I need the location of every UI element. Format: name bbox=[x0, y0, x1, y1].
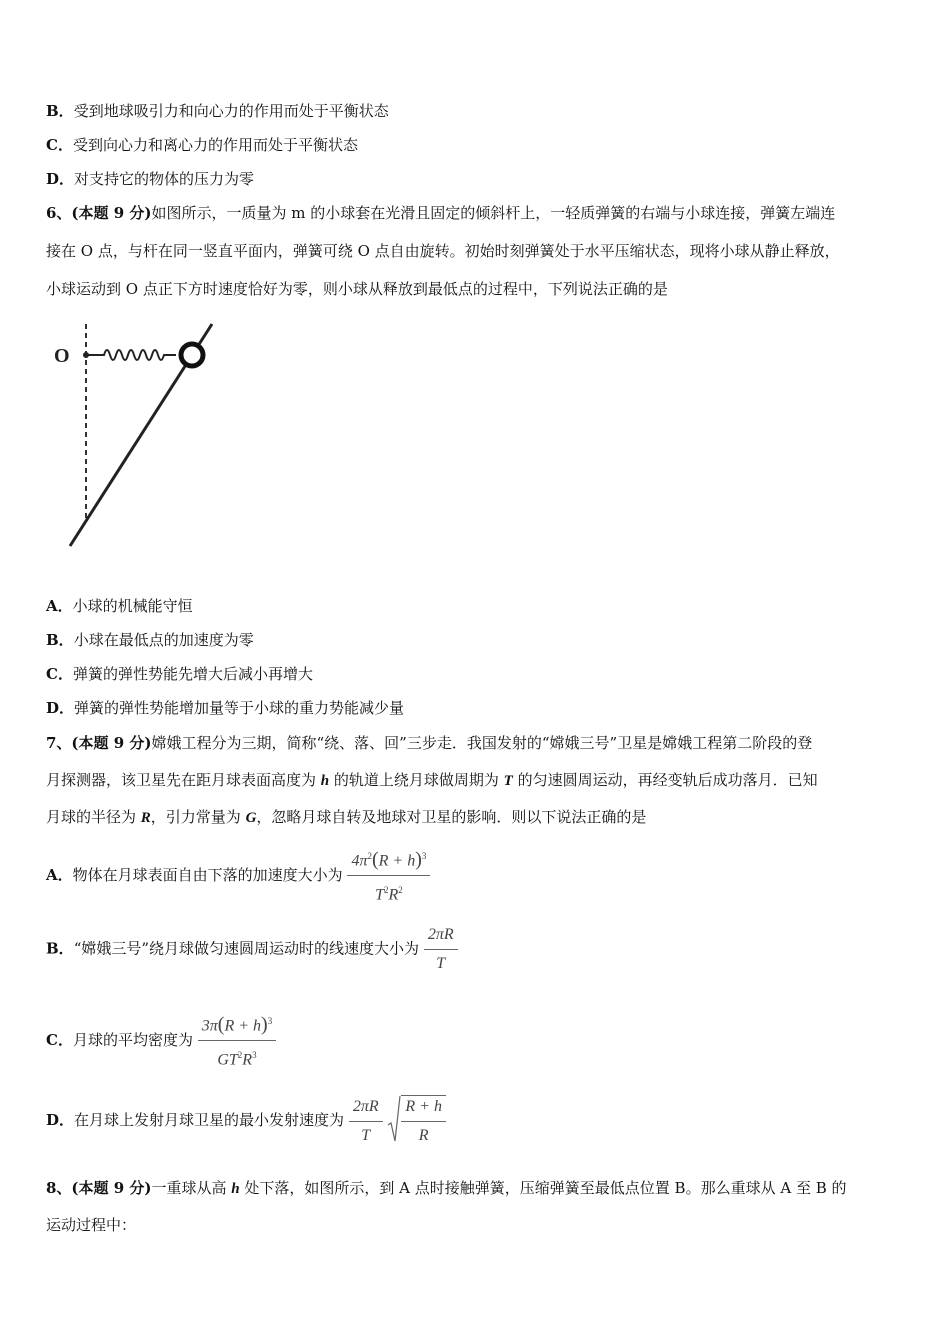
ball bbox=[181, 344, 203, 366]
q7-option-b: B．“嫦娥三号”绕月球做匀速圆周运动时的线速度大小为 $\frac{2\pi R}{T}$ bbox=[46, 924, 458, 975]
q5-option-c: C．受到向心力和离心力的作用而处于平衡状态 bbox=[46, 136, 358, 154]
q5-option-d: D．对支持它的物体的压力为零 bbox=[46, 170, 255, 188]
point-o-label: O bbox=[54, 345, 70, 367]
formula-d-fraction: $\frac{2\pi R}{T}$ bbox=[349, 1096, 383, 1147]
q5-option-b: B．受到地球吸引力和向心力的作用而处于平衡状态 bbox=[46, 102, 389, 120]
q6-option-d: D．弹簧的弹性势能增加量等于小球的重力势能减少量 bbox=[46, 699, 405, 717]
spring-rod-figure bbox=[46, 318, 226, 553]
q8-stem-line-2: 运动过程中： bbox=[46, 1216, 137, 1234]
formula-b: $\frac{2\pi R}{T}$ bbox=[424, 924, 458, 975]
q6-stem-line-2: 接在 O 点，与杆在同一竖直平面内，弹簧可绕 O 点自由旋转。初始时刻弹簧处于水平压缩状态，现将小球从静止释放， bbox=[46, 242, 840, 260]
q7-option-d: D．在月球上发射月球卫星的最小发射速度为 $\frac{2\pi R}{T}$ $\frac{R + h}{R}$ bbox=[46, 1095, 446, 1147]
q6-stem-line-1: 6、(本题 9 分)如图所示，一质量为 m 的小球套在光滑且固定的倾斜杆上，一轻质弹簧的右端与小球连接，弹簧左端连 bbox=[46, 204, 836, 222]
spring bbox=[86, 350, 176, 360]
q7-stem-line-1: 7、(本题 9 分)嫦娥工程分为三期，简称“绕、落、回”三步走．我国发射的“嫦娥三号”卫星是嫦娥工程第二阶段的登 bbox=[46, 734, 813, 752]
radical-sign-icon bbox=[387, 1095, 401, 1143]
q7-stem-line-2: 月探测器，该卫星先在距月球表面高度为 h 的轨道上绕月球做周期为 T 的匀速圆周运动，再经变轨后成功落月．已知 bbox=[46, 771, 818, 789]
q6-stem-line-3: 小球运动到 O 点正下方时速度恰好为零，则小球从释放到最低点的过程中，下列说法正确的是 bbox=[46, 280, 668, 298]
q7-option-a: A．物体在月球表面自由下落的加速度大小为 $\frac{4\pi^2(R + h)^3}{T^2R^2}$ bbox=[46, 845, 430, 907]
q6-option-b: B．小球在最低点的加速度为零 bbox=[46, 631, 254, 649]
q7-option-c: C．月球的平均密度为 $\frac{3\pi(R + h)^3}{GT^2R^3}$ bbox=[46, 1010, 276, 1072]
q7-stem-line-3: 月球的半径为 R，引力常量为 G，忽略月球自转及地球对卫星的影响．则以下说法正确的是 bbox=[46, 808, 647, 826]
formula-c: $\frac{3\pi(R + h)^3}{GT^2R^3}$ bbox=[198, 1010, 276, 1072]
q8-stem-line-1: 8、(本题 9 分)一重球从高 h 处下落，如图所示，到 A 点时接触弹簧，压缩弹簧至最低点位置 B。那么重球从 A 至 B 的 bbox=[46, 1179, 847, 1197]
formula-a: $\frac{4\pi^2(R + h)^3}{T^2R^2}$ bbox=[347, 845, 430, 907]
q6-option-a: A．小球的机械能守恒 bbox=[46, 597, 193, 615]
q6-option-c: C．弹簧的弹性势能先增大后减小再增大 bbox=[46, 665, 313, 683]
formula-d-radical: $\frac{R + h}{R}$ bbox=[387, 1095, 446, 1147]
